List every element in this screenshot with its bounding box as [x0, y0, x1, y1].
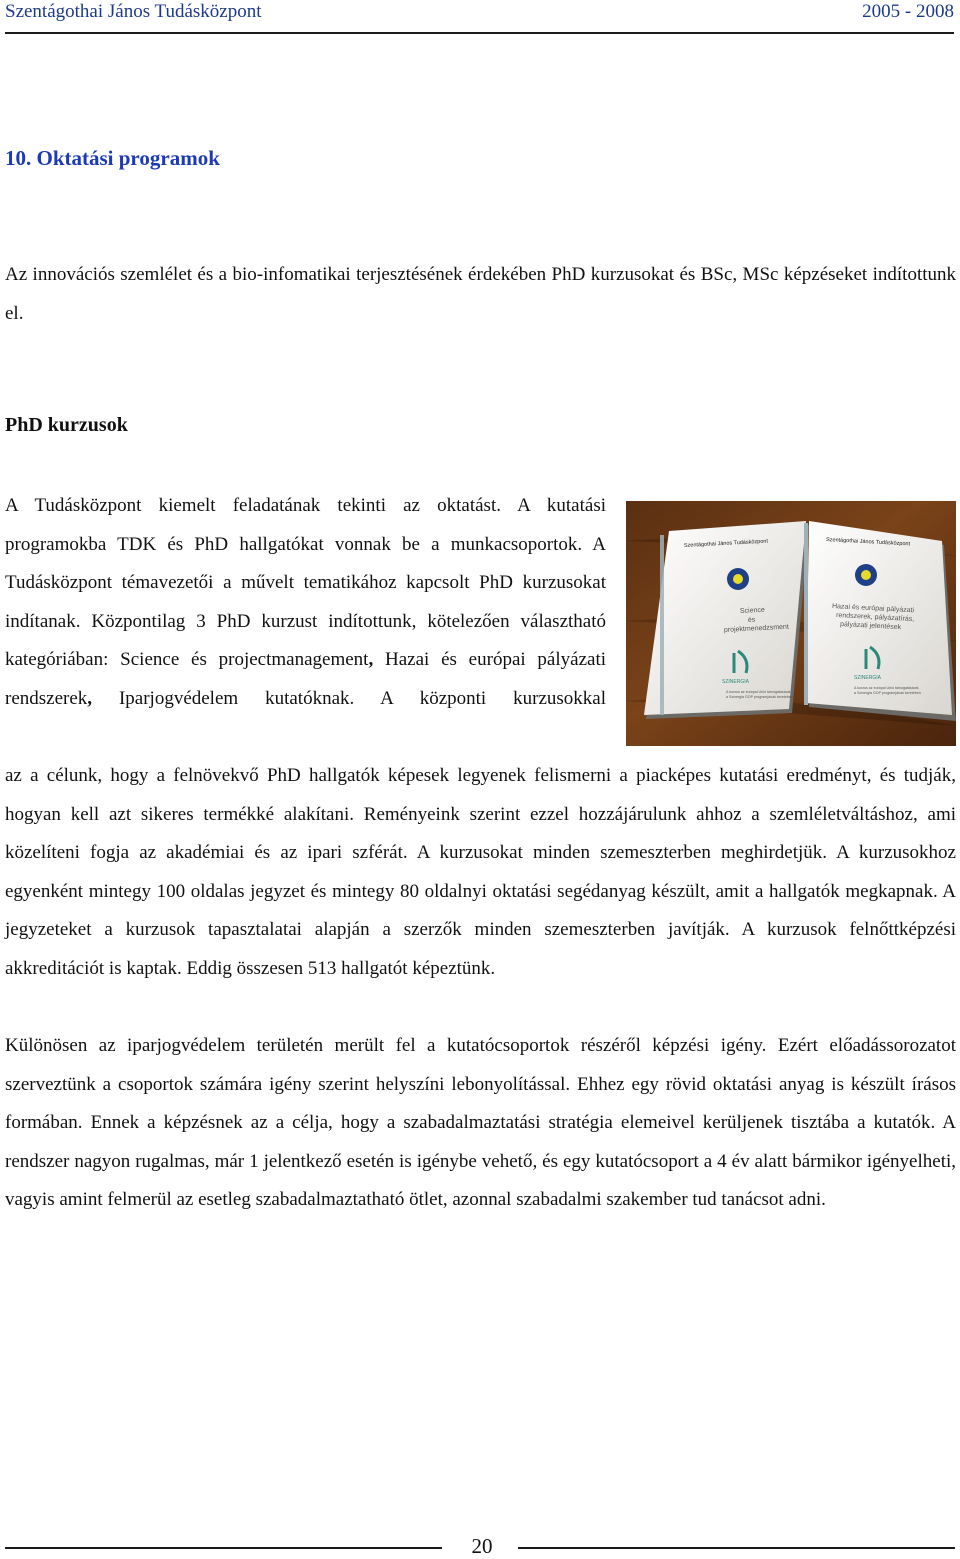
- booklet-right-foot-1: A kurzus az európai Unió támogatásával,: [854, 686, 920, 690]
- booklet-left-header: Szentágothai János Tudásközpont: [683, 538, 769, 549]
- booklet-left: [644, 521, 809, 719]
- booklets-illustration: [626, 501, 956, 746]
- wrapped-text-comma1: ,: [368, 649, 374, 670]
- wrapped-text-part1: A Tudásközpont kiemelt feladatának tekinti az oktatást. A kutatási programokba TDK és PhD hallgatókat vonnak be a munkacsoportok. A Tudásközpont témavezetői a művelt tematikához kapcsolt PhD kurzusokat indítanak. Központilag 3 PhD kurzust indítottunk, kötelezően választható kategóriában: Science és projectmanagement: [5, 495, 606, 670]
- footer-rule-right: [518, 1547, 955, 1549]
- booklet-left-title-2: és: [747, 616, 756, 624]
- booklet-right-foot-2: a Szinergia GOP programjának keretében: [854, 691, 921, 695]
- wrapped-paragraph: [5, 487, 606, 718]
- booklet-left-foot-1: A kurzus az európai Unió támogatásával,: [726, 690, 792, 694]
- page-number: 20: [471, 1534, 493, 1558]
- wrapped-text-comma2: ,: [87, 687, 93, 709]
- booklet-left-foot-2: a Szinergia GOP programjának keretében: [726, 695, 793, 699]
- wrapped-text-part2: Hazai és európai pályázati rendszerek: [5, 649, 607, 709]
- booklet-left-title-1: Science: [739, 606, 765, 615]
- booklet-left-title-3: projektmenedzsment: [723, 623, 789, 634]
- booklet-right: [804, 521, 956, 721]
- subheading-phd-courses: PhD kurzusok: [5, 414, 128, 436]
- booklet-right-header: Szentágothai János Tudásközpont: [825, 537, 911, 548]
- booklet-right-title-3: pályázati jelentések: [839, 621, 902, 632]
- booklet-right-title-2: rendszerek, pályázatírás,: [835, 612, 915, 624]
- section-title: 10. Oktatási programok: [5, 146, 220, 170]
- booklets-photo: [626, 501, 956, 746]
- wrapped-text-part3: Iparjogvédelem kutatóknak. A központi kurzusokkal: [92, 687, 606, 709]
- booklet-left-logo-text: SZINERGIA: [722, 679, 749, 685]
- intro-paragraph: Az innovációs szemlélet és a bio-infomatikai terjesztésének érdekében PhD kurzusokat és BSc, MSc képzéseket indítottunk el.: [5, 264, 956, 324]
- booklet-right-logo-text: SZINERGIA: [854, 675, 881, 681]
- header-organization: Szentágothai János Tudásközpont: [5, 1, 262, 22]
- footer-rule-left: [5, 1547, 442, 1549]
- continued-paragraph: az a célunk, hogy a felnövekvő PhD hallgatók képesek legyenek felismerni a piacképes kutatási eredményt, és tudják, hogyan kell azt sikeres termékké alakítani. Reményeink szerint ezzel hozzájárulunk ahhoz a szemléletváltáshoz, ami közelíteni fogja az akadémiai és az ipari szférát. A kurzusokat minden szemeszterben meghirdetjük. A kurzusokhoz egyenként mintegy 100 oldalas jegyzet és mintegy 80 oldalnyi oktatási segédanyag készült, amit a hallgatók megkapnak. A jegyzeteket a kurzusok tapasztalatai alapján a szerzők minden szemeszterben javítják. A kurzusok felnőttképzési akkreditációt is kaptak. Eddig összesen 513 hallgatót képeztünk.: [5, 765, 956, 979]
- header-years: 2005 - 2008: [862, 1, 954, 22]
- second-paragraph: Különösen az iparjogvédelem területén merült fel a kutatócsoportok részéről képzési igény. Ezért előadássorozatot szerveztünk a csoportok számára igény szerint helyszíni lebonyolítással. Ehhez egy rövid oktatási anyag is készült írásos formában. Ennek a képzésnek az a célja, hogy a szabadalmaztatási stratégia elemeivel kerüljenek tisztába a kutatók. A rendszer nagyon rugalmas, már 1 jelentkező esetén is igénybe vehető, és egy kutatócsoport a 4 év alatt bármikor igényelheti, vagyis amint felmerül az esetleg szabadalmaztatható ötlet, azonnal szabadalmi szakember tud tanácsot adni.: [5, 1035, 956, 1210]
- page-header: [5, 0, 954, 34]
- booklet-right-title-1: Hazai és európai pályázati: [831, 603, 915, 615]
